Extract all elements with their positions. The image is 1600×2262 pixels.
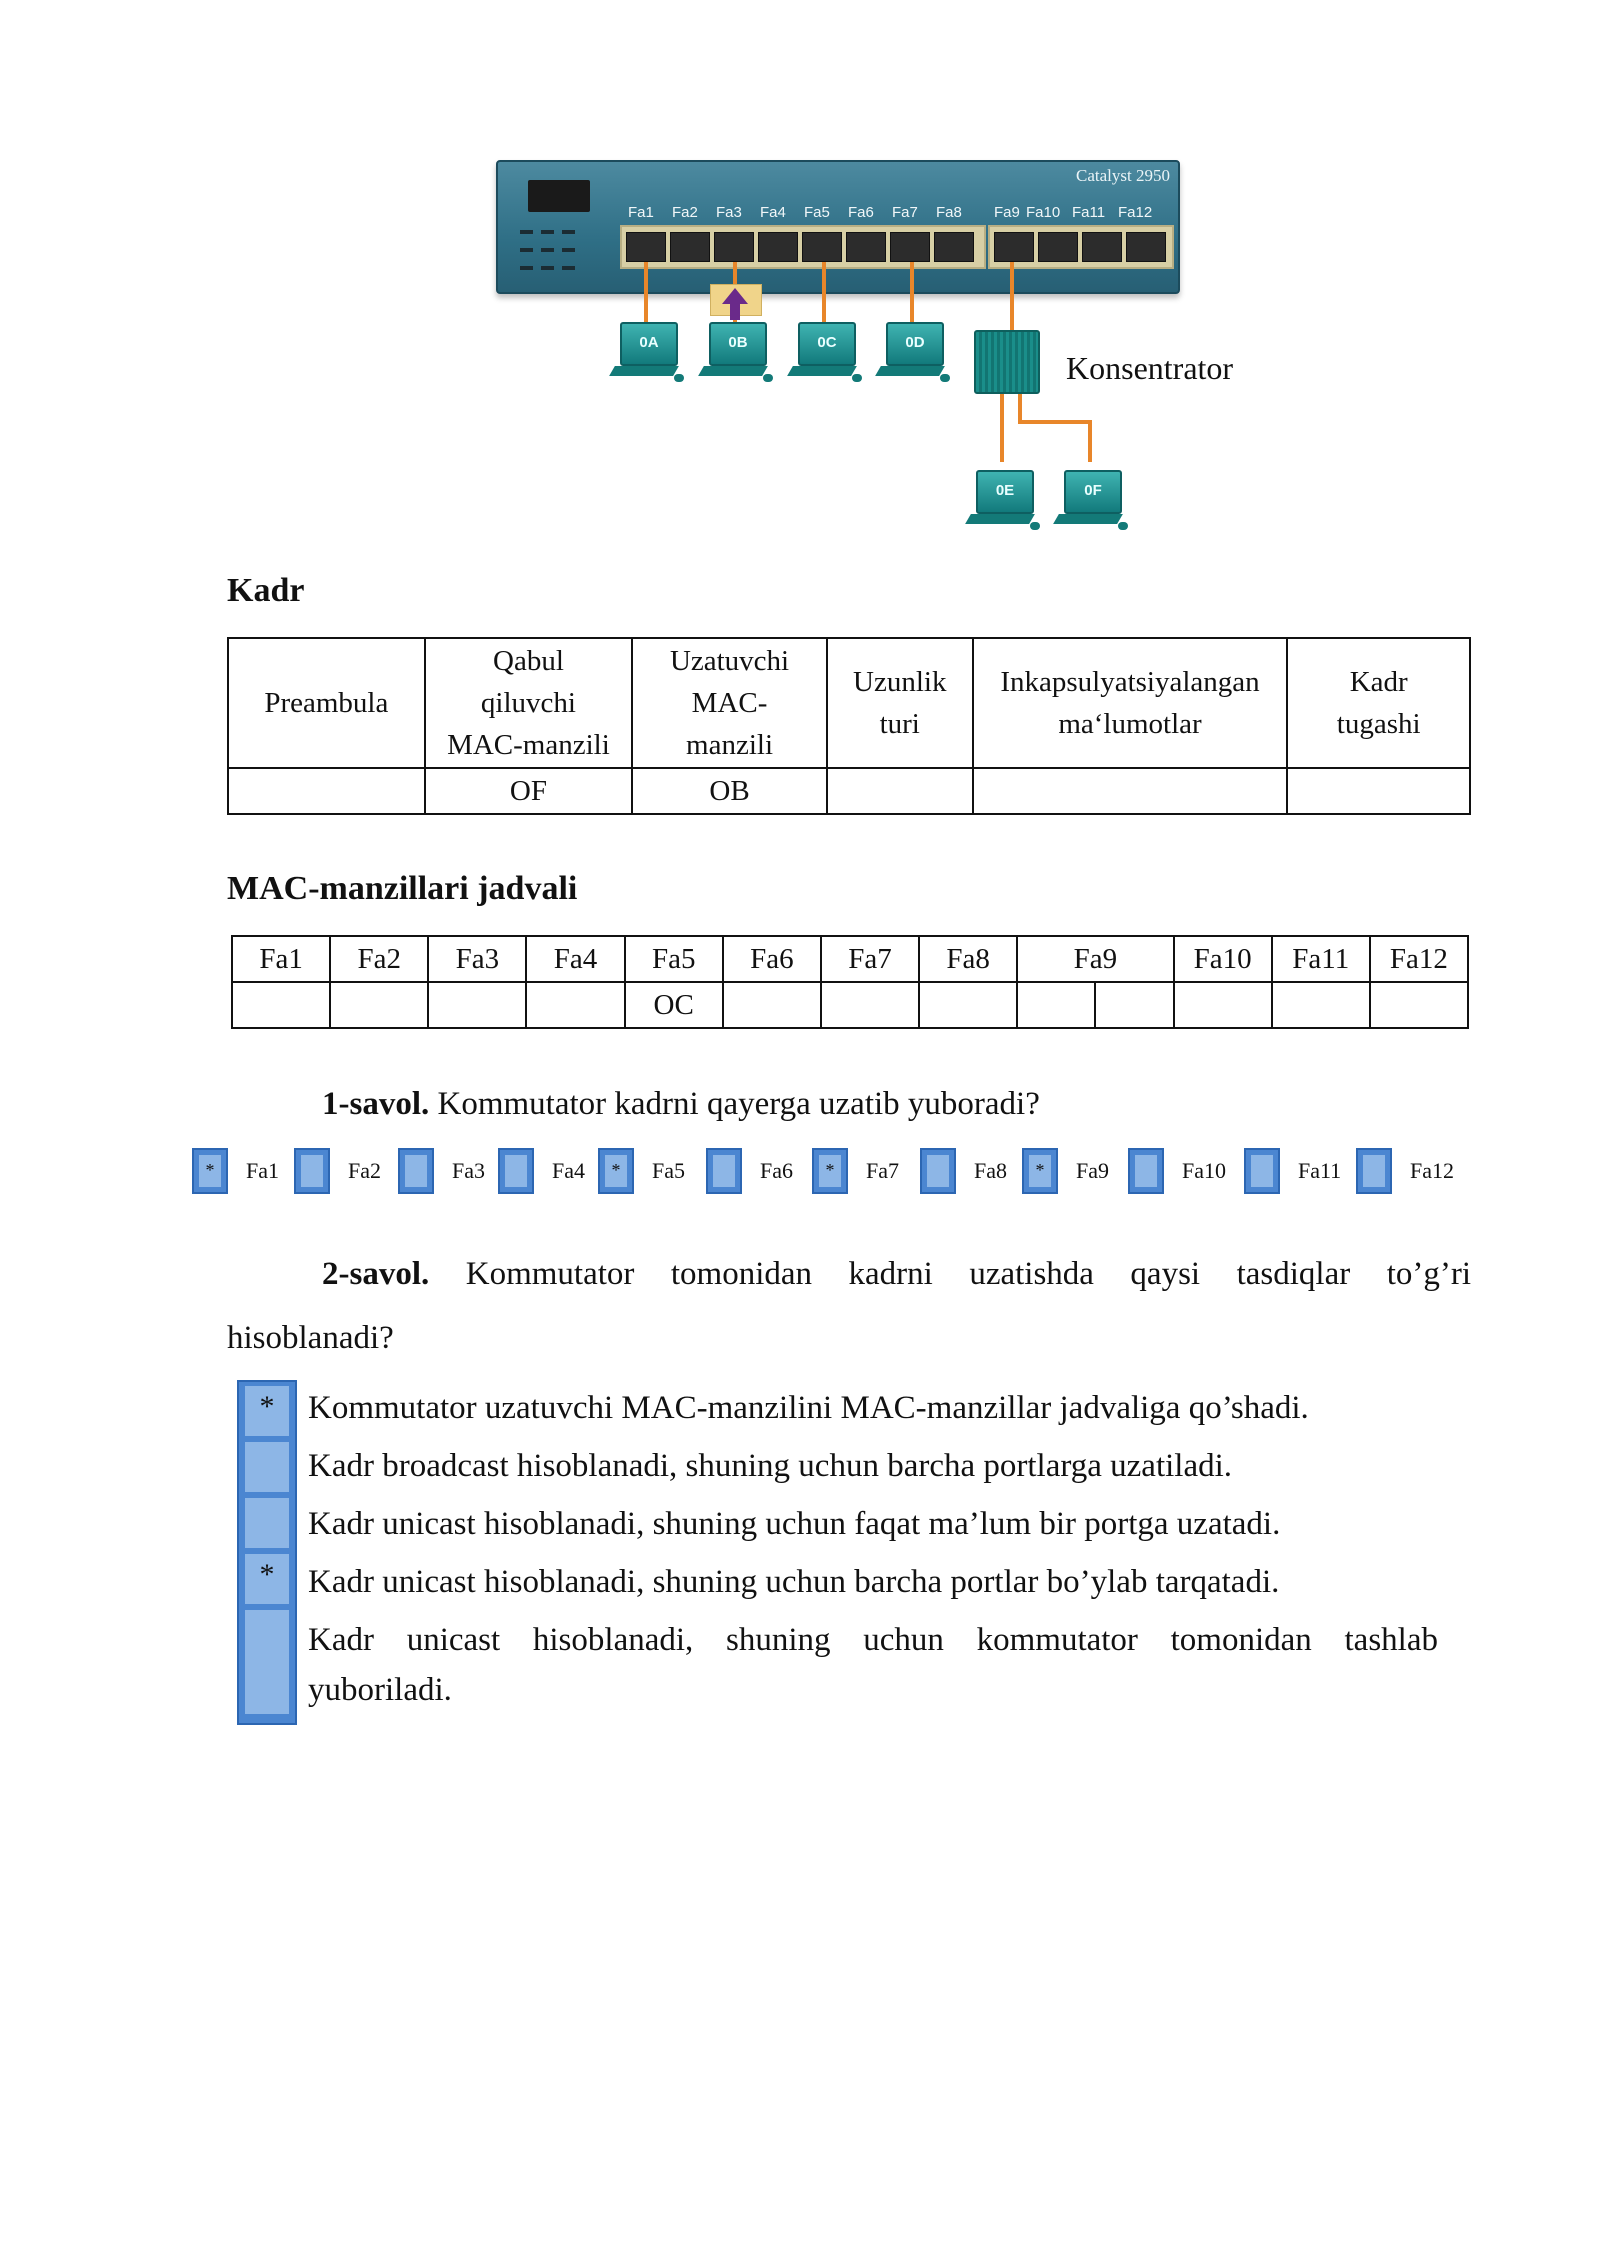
mac-table [231,935,1469,1029]
mac-cell-fa7 [821,982,919,1028]
mac-header-fa10: Fa10 [1174,936,1272,982]
statement-1-checkbox[interactable]: * [245,1386,289,1436]
mac-value-row [232,982,1468,1028]
mac-header-fa12: Fa12 [1370,936,1468,982]
kadr-cell-src-mac: OB [632,768,827,814]
statement-2: Kadr broadcast hisoblanadi, shuning uchun barcha portlarga uzatiladi. [308,1448,1233,1484]
kadr-cell-dest-mac: OF [425,768,633,814]
mac-table-heading: MAC-manzillari jadvali [227,870,578,907]
option-label: Fa5 [652,1158,685,1183]
statement-4: Kadr unicast hisoblanadi, shuning uchun barcha portlar bo’ylab tarqatadi. [308,1564,1280,1600]
mac-header-fa9: Fa9 [1017,936,1173,982]
mac-cell-fa4 [526,982,624,1028]
mac-header-fa5: Fa5 [625,936,723,982]
question-2 [227,1256,1471,1293]
checkbox[interactable] [1128,1148,1164,1194]
kadr-table [227,637,1471,815]
kadr-header-src-mac: Uzatuvchi MAC- manzili [632,638,827,768]
kadr-cell-data [973,768,1288,814]
mac-cell-fa9-b [1095,982,1173,1028]
mac-cell-fa3 [428,982,526,1028]
cable-0f-a [1018,392,1022,422]
mac-cell-fa2 [330,982,428,1028]
mac-header-fa2: Fa2 [330,936,428,982]
kadr-header-dest-mac: Qabul qiluvchi MAC-manzili [425,638,633,768]
mac-cell-fa1 [232,982,330,1028]
mac-header-fa4: Fa4 [526,936,624,982]
kadr-header-length: Uzunlik turi [827,638,973,768]
port-label-fa12: Fa12 [1118,204,1153,221]
mac-header-fa3: Fa3 [428,936,526,982]
statement-5-line2: yuboriladi. [308,1672,452,1708]
statement-3: Kadr unicast hisoblanadi, shuning uchun faqat ma’lum bir portga uzatadi. [308,1506,1281,1542]
cisco-logo-icon [528,180,590,212]
statement-5-line1: Kadr unicast hisoblanadi, shuning uchun kommutator tomonidan tashlab [308,1622,1438,1658]
checkbox[interactable] [706,1148,742,1194]
port-label-fa4: Fa4 [760,204,786,221]
mac-cell-fa10 [1174,982,1272,1028]
port-label-fa3: Fa3 [716,204,742,221]
question-2-text-line1: Kommutator tomonidan kadrni uzatishda qaysi tasdiqlar to’g’ri [465,1256,1472,1292]
mac-cell-fa11 [1272,982,1370,1028]
port-label-fa9: Fa9 [994,204,1020,221]
network-diagram [480,150,1320,550]
mac-header-fa1: Fa1 [232,936,330,982]
port-label-fa5: Fa5 [804,204,830,221]
port-label-fa7: Fa7 [892,204,918,221]
option-label: Fa4 [552,1158,585,1183]
mac-cell-fa12 [1370,982,1468,1028]
cable-0e [1000,392,1004,462]
mac-header-fa11: Fa11 [1272,936,1370,982]
mac-header-fa7: Fa7 [821,936,919,982]
option-label: Fa8 [974,1158,1007,1183]
kadr-cell-length [827,768,973,814]
statement-2-checkbox[interactable] [245,1442,289,1492]
option-label: Fa9 [1076,1158,1109,1183]
mac-cell-fa6 [723,982,821,1028]
port-label-fa2: Fa2 [672,204,698,221]
option-label: Fa7 [866,1158,899,1183]
kadr-cell-end [1287,768,1470,814]
kadr-header-end: Kadr tugashi [1287,638,1470,768]
checkbox[interactable]: * [812,1148,848,1194]
kadr-header-row [228,638,1470,768]
hub-label: Konsentrator [1066,350,1234,386]
checkbox[interactable] [294,1148,330,1194]
pc-0d-icon: 0D [878,322,948,386]
kadr-value-row [228,768,1470,814]
checkbox[interactable]: * [598,1148,634,1194]
checkbox[interactable] [920,1148,956,1194]
pc-0a-icon: 0A [612,322,682,386]
port-label-fa11: Fa11 [1072,204,1106,221]
statement-1: Kommutator uzatuvchi MAC-manzilini MAC-manzillar jadvaliga qo’shadi. [308,1390,1309,1426]
checkbox[interactable] [1356,1148,1392,1194]
pc-0b-icon: 0B [701,322,771,386]
question-1-number: 1-savol. [322,1086,430,1122]
question-2-text-line2: hisoblanadi? [227,1320,394,1356]
statement-4-checkbox[interactable]: * [245,1554,289,1604]
option-label: Fa12 [1410,1158,1454,1183]
checkbox[interactable]: * [192,1148,228,1194]
question-2-checkbox-column [237,1380,297,1725]
kadr-cell-preambula [228,768,425,814]
mac-cell-fa9-a [1017,982,1095,1028]
checkbox[interactable] [1244,1148,1280,1194]
option-label: Fa10 [1182,1158,1226,1183]
checkbox[interactable]: * [1022,1148,1058,1194]
port-label-fa8: Fa8 [936,204,962,221]
option-label: Fa6 [760,1158,793,1183]
kadr-heading: Kadr [227,572,305,609]
option-label: Fa3 [452,1158,485,1183]
switch [496,160,1180,294]
port-group-1-8 [620,225,986,269]
question-2-number: 2-savol. [322,1256,430,1292]
option-label: Fa2 [348,1158,381,1183]
checkbox[interactable] [498,1148,534,1194]
checkbox[interactable] [398,1148,434,1194]
mac-header-fa8: Fa8 [919,936,1017,982]
question-1 [322,1086,1040,1123]
mac-header-fa6: Fa6 [723,936,821,982]
pc-0c-icon: 0C [790,322,860,386]
mac-cell-fa8 [919,982,1017,1028]
pc-0f-icon: 0F [1056,470,1126,534]
port-label-fa10: Fa10 [1026,204,1061,221]
statement-5-checkbox[interactable] [245,1610,289,1714]
statement-3-checkbox[interactable] [245,1498,289,1548]
cable-0f-c [1088,420,1092,462]
switch-led-panel [508,170,600,282]
question-1-text: Kommutator kadrni qayerga uzatib yuboradi? [429,1086,1040,1122]
pc-0e-icon: 0E [968,470,1038,534]
kadr-header-data: Inkapsulyatsiyalangan ma‘lumotlar [973,638,1288,768]
mac-cell-fa5: OC [625,982,723,1028]
port-label-fa1: Fa1 [628,204,654,221]
option-label: Fa11 [1298,1158,1342,1183]
cable-0f-b [1018,420,1092,424]
switch-model-label: Catalyst 2950 [1076,166,1170,185]
port-group-9-12 [988,225,1174,269]
kadr-header-preambula: Preambula [228,638,425,768]
hub-icon [974,330,1040,394]
question-1-options [192,1148,1492,1198]
port-label-fa6: Fa6 [848,204,874,221]
option-label: Fa1 [246,1158,279,1183]
mac-header-row [232,936,1468,982]
